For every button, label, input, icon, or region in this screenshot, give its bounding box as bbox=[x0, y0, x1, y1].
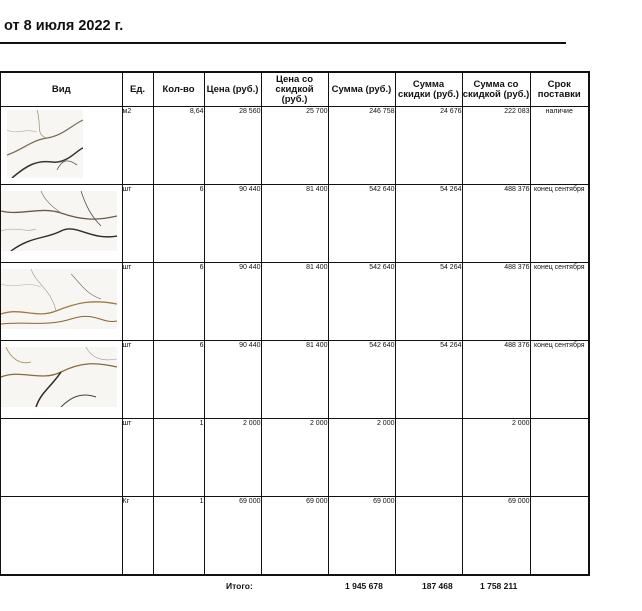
sum-with-discount-cell: 488 376 bbox=[462, 341, 530, 419]
qty-cell: 6 bbox=[153, 341, 204, 419]
order-table bbox=[0, 71, 590, 576]
col-header-view: Вид bbox=[0, 72, 122, 107]
delivery-term-cell: конец сентября bbox=[530, 185, 589, 263]
sum-cell: 2 000 bbox=[328, 419, 395, 497]
unit-cell: шт bbox=[122, 419, 153, 497]
unit-cell: Кг bbox=[122, 497, 153, 576]
table-row bbox=[0, 263, 589, 341]
delivery-term-cell: конец сентября bbox=[530, 341, 589, 419]
unit-cell: шт bbox=[122, 341, 153, 419]
sum-with-discount-cell: 488 376 bbox=[462, 185, 530, 263]
unit-cell: м2 bbox=[122, 107, 153, 185]
table-row bbox=[0, 185, 589, 263]
sum-with-discount-cell: 69 000 bbox=[462, 497, 530, 576]
col-header-delivery-term: Срок поставки bbox=[530, 72, 589, 107]
price-cell: 28 560 bbox=[204, 107, 261, 185]
marble-tile-image bbox=[1, 269, 117, 329]
sum-cell: 542 640 bbox=[328, 263, 395, 341]
sum-cell: 246 758 bbox=[328, 107, 395, 185]
discount-sum-cell: 54 264 bbox=[395, 341, 462, 419]
marble-tile-image bbox=[1, 347, 117, 407]
table-row bbox=[0, 341, 589, 419]
qty-cell: 1 bbox=[153, 419, 204, 497]
price-cell: 69 000 bbox=[204, 497, 261, 576]
discount-sum-cell: 54 264 bbox=[395, 185, 462, 263]
discount-price-cell: 81 400 bbox=[261, 341, 328, 419]
price-cell: 90 440 bbox=[204, 185, 261, 263]
sum-with-discount-cell: 2 000 bbox=[462, 419, 530, 497]
product-image-cell bbox=[0, 419, 122, 497]
discount-price-cell: 2 000 bbox=[261, 419, 328, 497]
sum-with-discount-cell: 222 083 bbox=[462, 107, 530, 185]
col-header-discount-price: Цена со скидкой (руб.) bbox=[261, 72, 328, 107]
document-date-title: от 8 июля 2022 г. bbox=[4, 18, 124, 34]
discount-sum-cell bbox=[395, 419, 462, 497]
discount-price-cell: 25 700 bbox=[261, 107, 328, 185]
discount-sum-cell bbox=[395, 497, 462, 576]
price-cell: 90 440 bbox=[204, 341, 261, 419]
discount-sum-cell: 54 264 bbox=[395, 263, 462, 341]
product-image-cell bbox=[0, 107, 122, 185]
product-image-cell bbox=[0, 341, 122, 419]
marble-tile-image bbox=[7, 110, 83, 178]
discount-price-cell: 69 000 bbox=[261, 497, 328, 576]
delivery-term-cell bbox=[530, 497, 589, 576]
total-discount-sum: 187 468 bbox=[422, 581, 453, 591]
table-row bbox=[0, 107, 589, 185]
sum-cell: 542 640 bbox=[328, 185, 395, 263]
col-header-sum-with-discount: Сумма со скидкой (руб.) bbox=[462, 72, 530, 107]
delivery-term-cell bbox=[530, 419, 589, 497]
qty-cell: 6 bbox=[153, 185, 204, 263]
total-sum-with-discount: 1 758 211 bbox=[480, 581, 518, 591]
delivery-term-cell: конец сентября bbox=[530, 263, 589, 341]
col-header-qty: Кол-во bbox=[153, 72, 204, 107]
table-row bbox=[0, 419, 589, 497]
product-image-cell bbox=[0, 263, 122, 341]
product-image-cell bbox=[0, 497, 122, 576]
unit-cell: шт bbox=[122, 185, 153, 263]
sum-cell: 69 000 bbox=[328, 497, 395, 576]
table-row bbox=[0, 497, 589, 576]
title-underline bbox=[0, 42, 566, 44]
delivery-term-cell: наличие bbox=[530, 107, 589, 185]
discount-price-cell: 81 400 bbox=[261, 185, 328, 263]
col-header-price: Цена (руб.) bbox=[204, 72, 261, 107]
col-header-sum: Сумма (руб.) bbox=[328, 72, 395, 107]
discount-price-cell: 81 400 bbox=[261, 263, 328, 341]
total-sum: 1 945 678 bbox=[345, 581, 383, 591]
price-cell: 2 000 bbox=[204, 419, 261, 497]
discount-sum-cell: 24 676 bbox=[395, 107, 462, 185]
table-header-row bbox=[0, 72, 589, 107]
marble-tile-image bbox=[1, 191, 117, 251]
price-cell: 90 440 bbox=[204, 263, 261, 341]
sum-with-discount-cell: 488 376 bbox=[462, 263, 530, 341]
qty-cell: 8,64 bbox=[153, 107, 204, 185]
unit-cell: шт bbox=[122, 263, 153, 341]
col-header-unit: Ед. bbox=[122, 72, 153, 107]
qty-cell: 1 bbox=[153, 497, 204, 576]
totals-label: Итого: bbox=[226, 581, 253, 591]
product-image-cell bbox=[0, 185, 122, 263]
col-header-discount-sum: Сумма скидки (руб.) bbox=[395, 72, 462, 107]
qty-cell: 6 bbox=[153, 263, 204, 341]
sum-cell: 542 640 bbox=[328, 341, 395, 419]
